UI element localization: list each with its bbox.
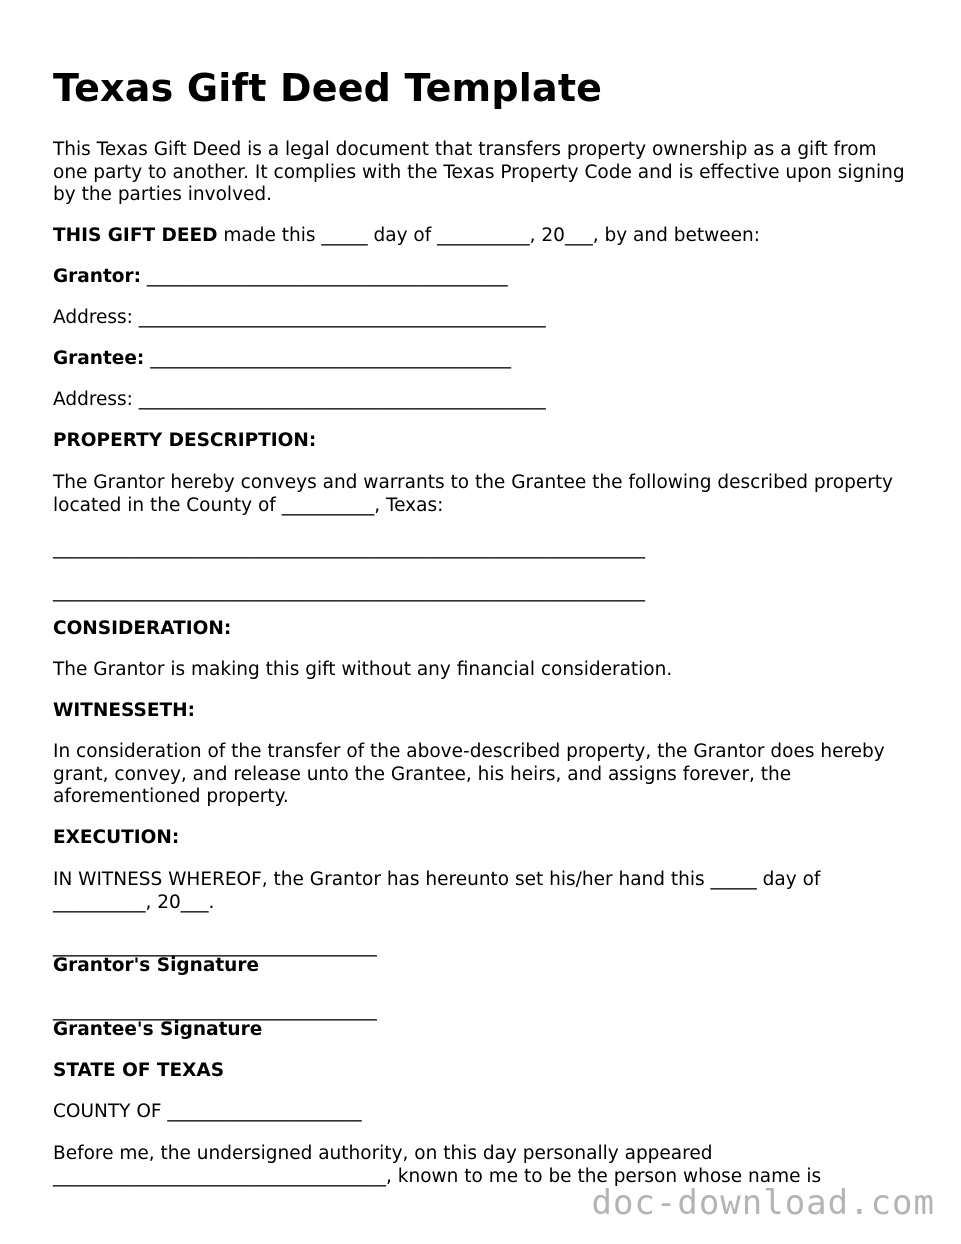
grantor-signature-line: ___________________________________ [53, 936, 377, 957]
grantor-line [53, 266, 508, 289]
execution-heading: EXECUTION: [53, 827, 180, 848]
grantee-address: Address: ____________________________________________ [53, 389, 546, 410]
state-heading: STATE OF TEXAS [53, 1060, 225, 1081]
grantee-line [53, 348, 511, 371]
document-title: Texas Gift Deed Template [53, 66, 603, 110]
grantor-label: Grantor: [53, 266, 142, 287]
property-text: The Grantor hereby conveys and warrants to the Grantee the following described property located in the County of __________, Texas: [53, 472, 894, 516]
grantee-label: Grantee: [53, 348, 145, 369]
grantee-signature-label: Grantee's Signature [53, 1019, 263, 1040]
execution-text: IN WITNESS WHEREOF, the Grantor has hereunto set his/her hand this _____ day of __________, 20___. [53, 869, 821, 913]
grantor-address: Address: ____________________________________________ [53, 307, 546, 328]
deed-line-bold: THIS GIFT DEED [53, 225, 218, 246]
county-line: COUNTY OF _____________________ [53, 1101, 362, 1122]
grantor-signature-label: Grantor's Signature [53, 955, 260, 976]
grantee-blank: _______________________________________ [144, 348, 511, 369]
witnesseth-heading: WITNESSETH: [53, 700, 195, 721]
grantee-signature-line: ___________________________________ [53, 1000, 377, 1021]
deed-line-rest: made this _____ day of __________, 20___, by and between: [217, 225, 760, 246]
watermark: doc-download.com [591, 1183, 935, 1223]
property-line-1: ________________________________________________________________ [53, 538, 645, 559]
property-line-2: ________________________________________________________________ [53, 581, 645, 602]
consideration-text: The Grantor is making this gift without any financial consideration. [53, 659, 673, 680]
witnesseth-text: In consideration of the transfer of the above-described property, the Grantor does hereby grant, convey, and release unto the Grantee, his heirs, and assigns forever, the aforementioned property. [53, 741, 885, 807]
grantor-blank: _______________________________________ [141, 266, 508, 287]
property-heading: PROPERTY DESCRIPTION: [53, 430, 317, 451]
intro-paragraph: This Texas Gift Deed is a legal document that transfers property ownership as a gift from one party to another. It complies with the Texas Property Code and is effective upon signing by the parties involved. [53, 139, 905, 205]
consideration-heading: CONSIDERATION: [53, 618, 232, 639]
notary-text: Before me, the undersigned authority, on this day personally appeared ____________________________________, known to me to be the person whose name is [53, 1143, 822, 1187]
deed-line [53, 225, 760, 248]
